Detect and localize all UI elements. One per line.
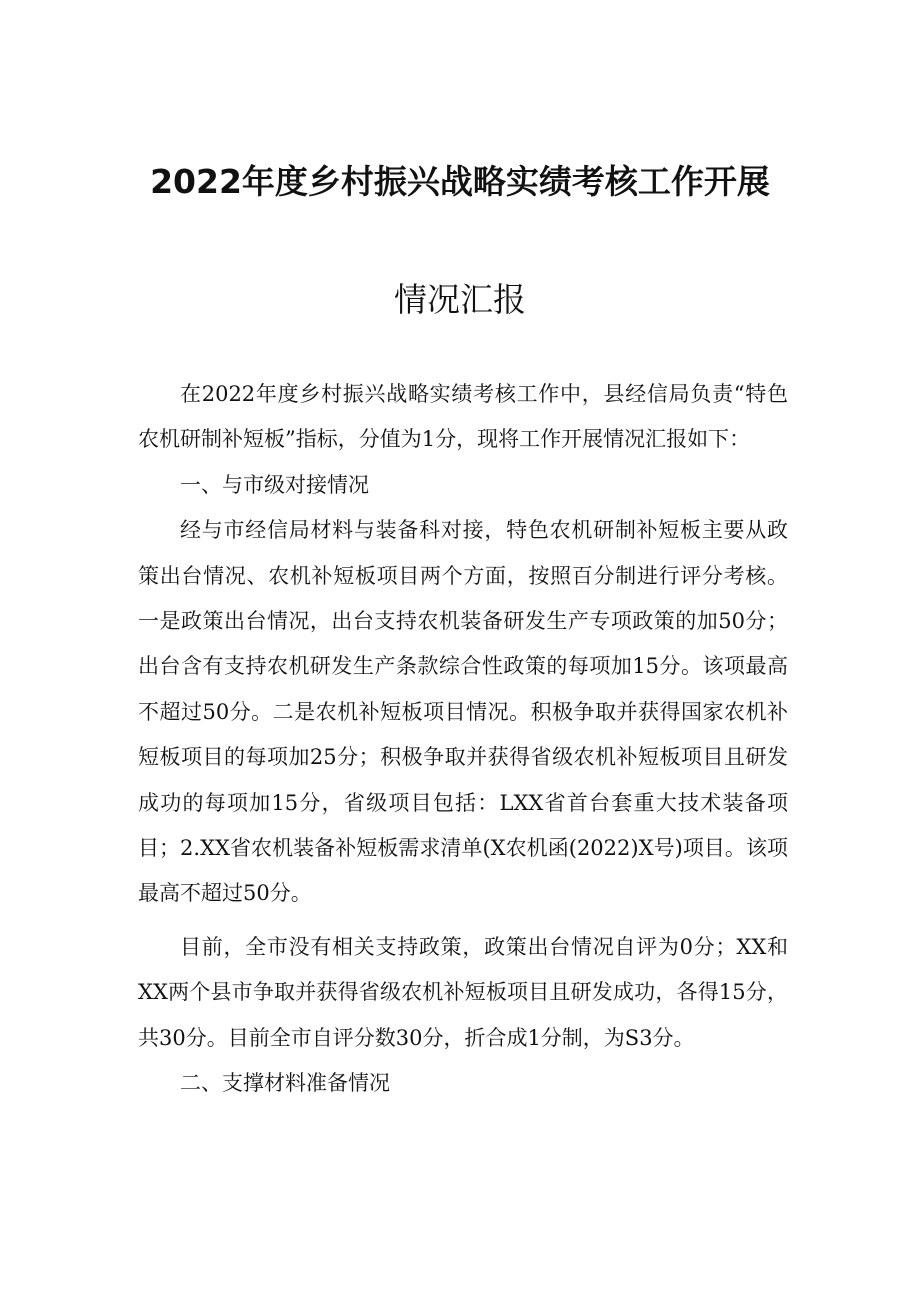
self-evaluation-paragraph: 目前，全市没有相关支持政策，政策出台情况自评为0分；XX和XX两个县市争取并获得省级农机补短板项目且研发成功，各得15分，共30分。目前全市自评分数30分，折合成1分制，为S3分。 [138,934,788,1050]
document-body [138,372,788,1107]
section-1-paragraph: 经与市经信局材料与装备科对接，特色农机研制补短板主要从政策出台情况、农机补短板项目两个方面，按照百分制进行评分考核。一是政策出台情况，出台支持农机装备研发生产专项政策的加50分；出台含有支持农机研发生产条款综合性政策的每项加15分。该项最高不超过50分。二是农机补短板项目情况。积极争取并获得国家农机补短板项目的每项加25分；积极争取并获得省级农机补短板项目且研发成功的每项加15分，省级项目包括：LXX省首台套重大技术装备项目；2.XX省农机装备补短板需求清单(X农机函(2022)X号)项目。该项最高不超过50分。 [138,518,788,906]
document-title-line-1: 2022年度乡村振兴战略实绩考核工作开展 [150,162,770,201]
section-heading-2: 二、支撑材料准备情况 [180,1071,390,1096]
section-heading-1: 一、与市级对接情况 [180,472,369,497]
intro-paragraph: 在2022年度乡村振兴战略实绩考核工作中，县经信局负责“特色农机研制补短板”指标，分值为1分，现将工作开展情况汇报如下： [138,382,788,452]
document-title-line-2: 情况汇报 [394,280,526,319]
